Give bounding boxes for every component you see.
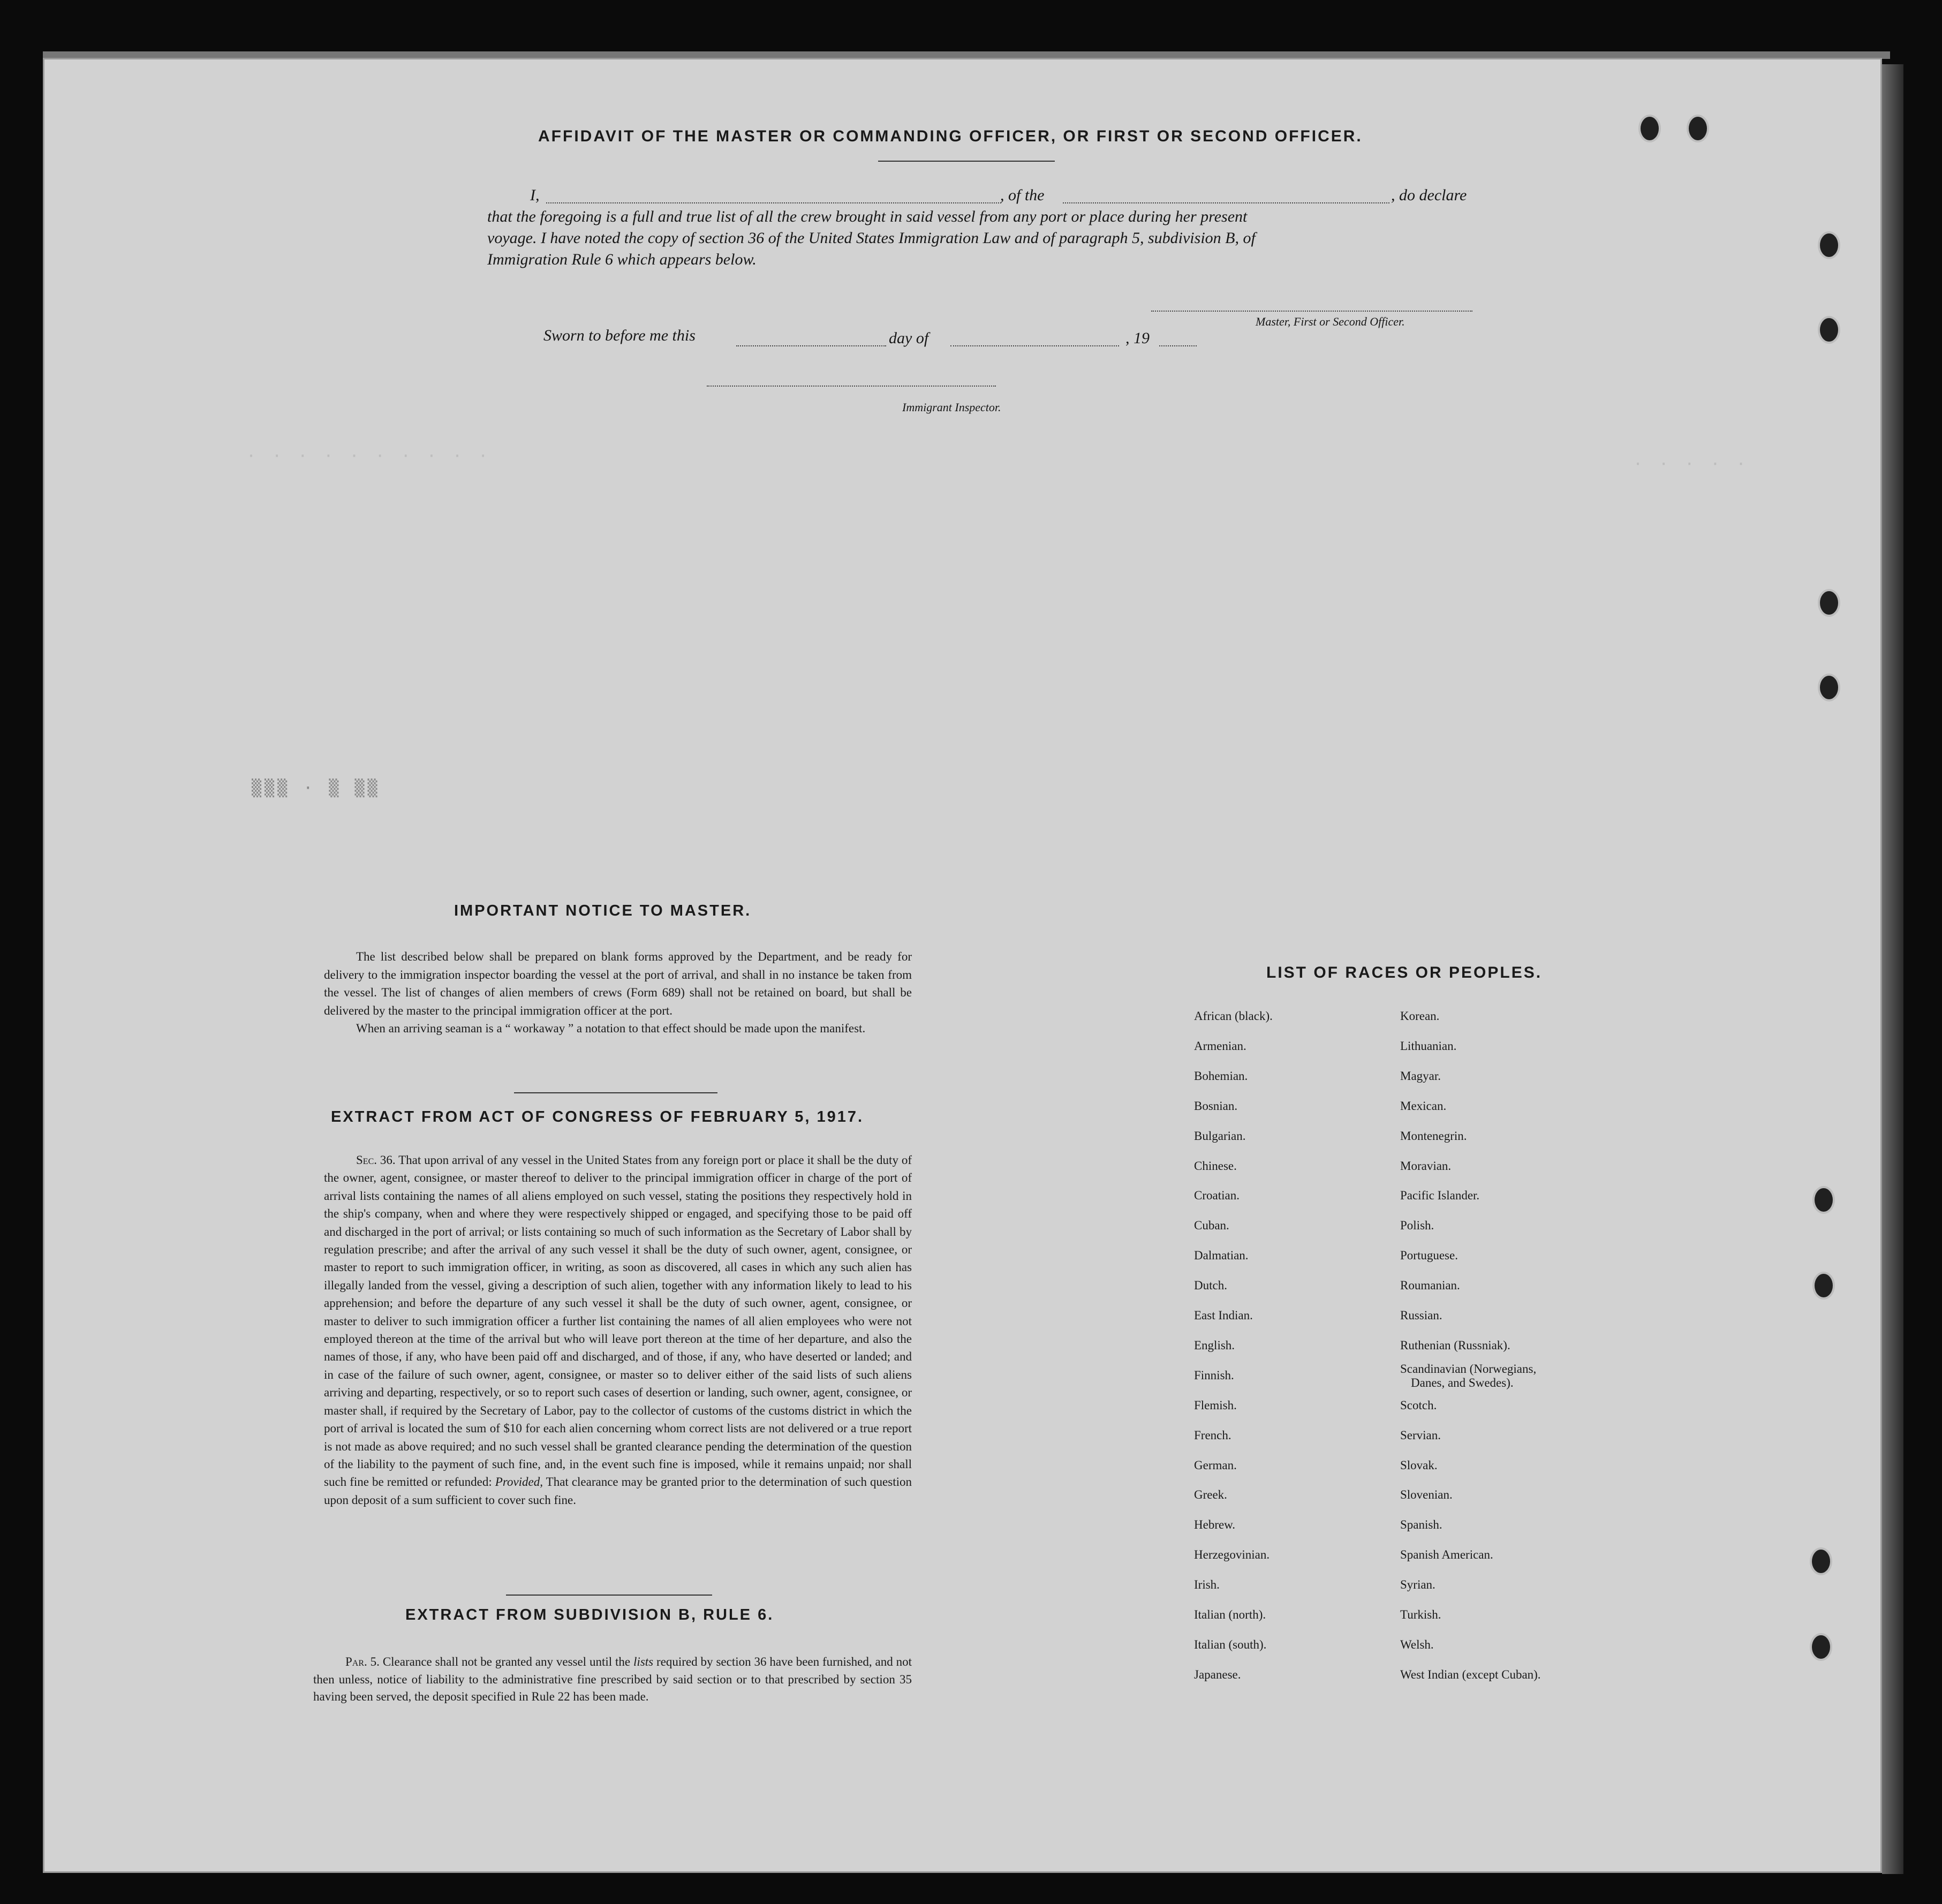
provided-label: Provided,: [495, 1475, 543, 1489]
rule-extract-body: [313, 1653, 912, 1706]
par-label: Par. 5.: [345, 1655, 380, 1668]
signature-blank-field[interactable]: [1151, 311, 1472, 312]
race-item: Armenian.: [1194, 1039, 1246, 1053]
act-text: That upon arrival of any vessel in the United States from any foreign port or place it shall be the duty of the owner, agent, consignee, or master thereof to deliver to the principal immigration officer in charge of the port of arrival lists containing the names of all aliens employed on such vessel, stating the positions they respectively hold in the ship's company, when and where they were respectively shipped or engaged, and specifying those to be paid off and discharged in the port of arrival; or lists containing so much of such information as the Secretary of Labor shall by regulation prescribe; and after the arrival of any such vessel it shall be the duty of such owner, agent, consignee, or master to report to such immigration officer, in writing, as soon as discovered, all cases in which any such alien has illegally landed from the vessel, giving a description of such alien, together with any information likely to lead to his apprehension; and before the departure of any such vessel it shall be the duty of such owner, agent, consignee, or master to deliver to such immigration officer a further list containing the names of all alien employees who were not employed thereon at the time of the arrival but who will leave port thereon at the time of her departure, and also the names of those, if any, who have been paid off and discharged, and of those, if any, who have deserted or landed; and in case of the failure of such owner, agent, consignee, or master so to deliver either of the said lists of such aliens arriving and departing, respectively, or so to report such cases of desertion or landing, such owner, agent, consignee, or master shall, if required by the Secretary of Labor, pay to the collector of customs of the customs district in which the port of arrival is located the sum of $10 for each alien concerning whom correct lists are not delivered or a true report is not made as above required; and no such vessel shall be granted clearance pending the determination of the question of the liability to the payment of such fine, and, in the event such fine is imposed, while it remains unpaid; nor shall such fine be remitted or refunded:: [324, 1153, 912, 1489]
race-item: Spanish American.: [1400, 1548, 1493, 1562]
races-heading: LIST OF RACES OR PEOPLES.: [1266, 964, 1543, 981]
race-item: Irish.: [1194, 1578, 1220, 1592]
race-item: German.: [1194, 1458, 1237, 1472]
race-item: Polish.: [1400, 1219, 1434, 1233]
day-of-label: day of: [889, 329, 929, 347]
race-item: Welsh.: [1400, 1637, 1434, 1651]
race-item: Lithuanian.: [1400, 1039, 1457, 1053]
notice-heading: IMPORTANT NOTICE TO MASTER.: [454, 902, 752, 919]
race-item: Italian (north).: [1194, 1608, 1266, 1621]
name-blank-field[interactable]: [546, 202, 1001, 203]
race-item: West Indian (except Cuban).: [1400, 1667, 1541, 1681]
race-item: Dutch.: [1194, 1279, 1227, 1293]
sworn-month-blank[interactable]: [950, 345, 1119, 346]
race-item: Montenegrin.: [1400, 1129, 1467, 1143]
affidavit-heading: AFFIDAVIT OF THE MASTER OR COMMANDING OFFICER, OR FIRST OR SECOND OFFICER.: [538, 127, 1363, 145]
affidavit-line: that the foregoing is a full and true list of all the crew brought in said vessel from any port or place during her present: [487, 208, 1248, 225]
race-item: Cuban.: [1194, 1219, 1229, 1233]
race-item: Japanese.: [1194, 1667, 1241, 1681]
bleed-through-mark: ▒▒▒ · ▒ ▒▒: [252, 779, 381, 798]
race-item: Chinese.: [1194, 1159, 1237, 1173]
race-item: Portuguese.: [1400, 1249, 1458, 1263]
race-item: Italian (south).: [1194, 1637, 1267, 1651]
race-item: Slovak.: [1400, 1458, 1438, 1472]
race-item: Turkish.: [1400, 1608, 1441, 1621]
sworn-year-blank[interactable]: [1159, 345, 1197, 346]
affidavit-line: voyage. I have noted the copy of section 36 of the United States Immigration Law and of paragraph 5, subdivision B, of: [487, 229, 1256, 247]
vessel-blank-field[interactable]: [1063, 202, 1389, 203]
race-item: Korean.: [1400, 1009, 1440, 1023]
signature-caption: Master, First or Second Officer.: [1256, 315, 1405, 328]
race-item: Ruthenian (Russniak).: [1400, 1338, 1510, 1352]
heading-rule: [878, 161, 1055, 162]
race-item: Flemish.: [1194, 1398, 1237, 1412]
lists-word: lists: [633, 1655, 654, 1668]
inspector-signature-blank[interactable]: [707, 386, 996, 387]
punch-hole: [1812, 1186, 1835, 1214]
race-item: Magyar.: [1400, 1069, 1441, 1083]
act-extract-heading: EXTRACT FROM ACT OF CONGRESS OF FEBRUARY 5, 1917.: [331, 1108, 864, 1125]
rule-text-a: Clearance shall not be granted any vessel until the: [382, 1655, 631, 1668]
punch-hole: [1818, 674, 1840, 701]
year-label: , 19: [1125, 329, 1150, 347]
document-page: [43, 58, 1882, 1873]
race-item: Scandinavian (Norwegians,: [1400, 1362, 1537, 1376]
page-edge-right: [1882, 64, 1903, 1874]
race-item: Servian.: [1400, 1428, 1441, 1442]
race-item: Bosnian.: [1194, 1099, 1238, 1113]
race-item: Herzegovinian.: [1194, 1548, 1270, 1562]
affidavit-line: Immigration Rule 6 which appears below.: [487, 251, 757, 268]
punch-hole: [1810, 1547, 1832, 1575]
notice-paragraph: The list described below shall be prepared on blank forms approved by the Department, and be ready for delivery to the immigration inspector boarding the vessel at the port of arrival, and shall in no instance be taken from the vessel. The list of changes of alien members of crews (Form 689) shall not be retained on board, but shall be delivered by the master to the principal immigration officer at the port.: [324, 950, 912, 1017]
race-item: Dalmatian.: [1194, 1249, 1249, 1263]
race-item: Scotch.: [1400, 1398, 1437, 1412]
section-rule: [514, 1092, 717, 1093]
race-item: Russian.: [1400, 1309, 1442, 1322]
race-item: Syrian.: [1400, 1578, 1435, 1592]
race-item: Finnish.: [1194, 1368, 1234, 1382]
sworn-day-blank[interactable]: [736, 345, 886, 346]
rule-text-b: required by section 36 have been furnished, and not then unless, notice of liability to the administrative fine prescribed by said section or to that prescribed by section 35 having been served, the deposit specified in Rule 22 has been made.: [313, 1655, 912, 1703]
inspector-caption: Immigrant Inspector.: [902, 401, 1001, 414]
punch-hole: [1638, 115, 1661, 142]
sworn-label: Sworn to before me this: [543, 327, 696, 344]
affidavit-i-label: I,: [530, 186, 540, 204]
punch-hole: [1818, 231, 1840, 259]
section-rule: [506, 1595, 712, 1596]
punch-hole: [1687, 115, 1709, 142]
notice-body: [324, 948, 912, 1038]
race-item: African (black).: [1194, 1009, 1273, 1023]
punch-hole: [1818, 589, 1840, 617]
punch-hole: [1810, 1633, 1832, 1661]
race-item: Moravian.: [1400, 1159, 1452, 1173]
race-item: Pacific Islander.: [1400, 1189, 1480, 1203]
race-item: Roumanian.: [1400, 1279, 1460, 1293]
race-item: Greek.: [1194, 1488, 1227, 1502]
punch-hole: [1818, 316, 1840, 344]
bleed-through-mark: · · · · · · · · · ·: [246, 447, 492, 466]
race-item: Hebrew.: [1194, 1518, 1236, 1532]
race-item: Mexican.: [1400, 1099, 1447, 1113]
notice-paragraph: When an arriving seaman is a “ workaway ” a notation to that effect should be made upon the manifest.: [356, 1022, 866, 1035]
race-item: Slovenian.: [1400, 1488, 1453, 1502]
bleed-through-mark: · · · · ·: [1633, 455, 1749, 474]
race-item: Bohemian.: [1194, 1069, 1248, 1083]
rule-extract-heading: EXTRACT FROM SUBDIVISION B, RULE 6.: [405, 1606, 774, 1623]
race-item: Bulgarian.: [1194, 1129, 1246, 1143]
affidavit-do-declare: , do declare: [1391, 186, 1467, 204]
affidavit-of-the-label: , of the: [1000, 186, 1045, 204]
act-text-end: That clearance may be granted prior to the determination of such question upon deposit of a sum sufficient to cover such fine.: [324, 1475, 912, 1507]
act-extract-body: [324, 1151, 912, 1509]
race-item: Danes, and Swedes).: [1411, 1376, 1514, 1389]
race-item: English.: [1194, 1338, 1235, 1352]
race-item: East Indian.: [1194, 1309, 1253, 1322]
section-label: Sec. 36.: [356, 1153, 396, 1167]
race-item: Croatian.: [1194, 1189, 1240, 1203]
race-item: French.: [1194, 1428, 1231, 1442]
race-item: Spanish.: [1400, 1518, 1442, 1532]
punch-hole: [1812, 1272, 1835, 1299]
